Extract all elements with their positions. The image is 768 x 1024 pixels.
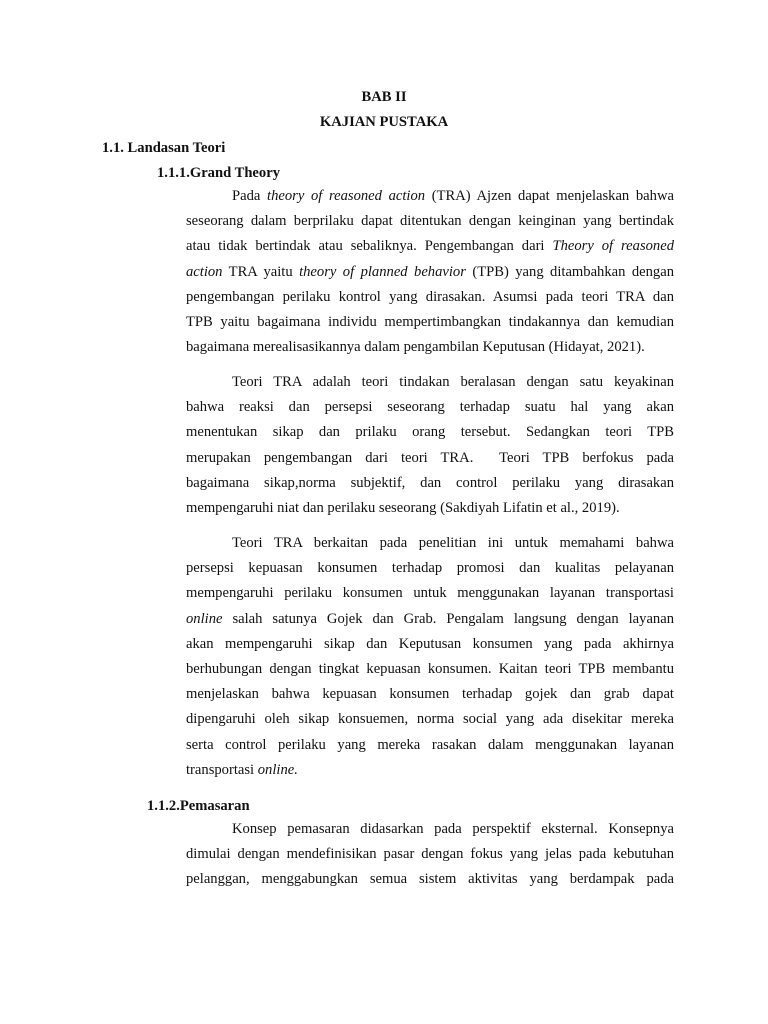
text-run: pengembangan perilaku kontrol yang dirasakan. Asumsi pada teori TRA dan — [186, 288, 674, 305]
paragraph — [186, 184, 674, 360]
text-line — [186, 817, 674, 842]
text-run: bahwa reaksi dan persepsi seseorang terhadap suatu hal yang akan — [186, 399, 674, 416]
text-run: persepsi kepuasan konsumen terhadap promosi dan kualitas pelayanan — [186, 560, 674, 577]
italic-text: action — [186, 263, 223, 280]
text-line — [186, 496, 674, 521]
text-run: (TRA) Ajzen dapat menjelaskan bahwa — [425, 188, 674, 204]
text-run: transportasi — [186, 761, 258, 778]
text-run: TRA yaitu — [222, 263, 300, 280]
text-line — [186, 758, 674, 783]
text-run: salah satunya Gojek dan Grab. Pengalam langsung dengan layanan — [222, 610, 674, 627]
text-line — [186, 285, 674, 310]
text-run: menjelaskan bahwa kepuasan konsumen terhadap gojek dan grab dapat — [186, 686, 674, 703]
subsection-title: Grand Theory — [189, 165, 280, 181]
italic-text: online. — [257, 761, 298, 778]
text-run: akan mempengaruhi sikap dan Keputusan konsumen yang pada akhirnya — [186, 635, 674, 652]
text-run: mempengaruhi niat dan perilaku seseorang (Sakdiyah Lifatin et al., 2019). — [186, 499, 620, 516]
text-line — [186, 310, 674, 335]
text-run: merupakan pengembangan dari teori TRA. Teori TPB berfokus pada — [186, 449, 674, 466]
text-run: dipengaruhi oleh sikap konsuemen, norma social yang ada disekitar mereka — [186, 711, 674, 728]
text-line — [186, 556, 674, 581]
text-run: bagaimana sikap,norma subjektif, dan control perilaku yang dirasakan — [186, 474, 674, 491]
text-line — [186, 581, 674, 606]
text-line — [186, 335, 674, 360]
text-line — [186, 420, 674, 445]
text-run: pelanggan, menggabungkan semua sistem aktivitas yang berdampak pada — [186, 871, 674, 888]
paragraph — [186, 370, 674, 521]
subsection-heading-2 — [147, 796, 250, 816]
italic-text: theory of planned behavior — [299, 263, 466, 280]
text-line — [186, 733, 674, 758]
text-line — [186, 370, 674, 395]
section-number: 1.1. — [102, 140, 124, 156]
text-line — [186, 607, 674, 632]
text-line — [186, 234, 674, 259]
text-run: Teori TRA adalah teori tindakan beralasan dengan satu keyakinan — [232, 374, 674, 390]
text-line — [186, 184, 674, 209]
text-run: dimulai dengan mendefinisikan pasar dengan fokus yang jelas pada kebutuhan — [186, 846, 674, 863]
text-line — [186, 842, 674, 867]
text-run: mempengaruhi perilaku konsumen untuk menggunakan layanan transportasi — [186, 585, 674, 602]
text-run: menentukan sikap dan prilaku orang tersebut. Sedangkan teori TPB — [186, 424, 674, 441]
italic-text: theory of reasoned action — [267, 188, 426, 204]
text-run: seseorang dalam berprilaku dapat ditentukan dengan keinginan yang bertindak — [186, 213, 674, 230]
subsection-title: Pemasaran — [179, 798, 250, 814]
text-run: Teori TRA berkaitan pada penelitian ini untuk memahami bahwa — [232, 535, 674, 551]
section-title: Landasan Teori — [127, 140, 226, 156]
text-line — [186, 682, 674, 707]
text-run: atau tidak bertindak atau sebaliknya. Pengembangan dari — [186, 238, 553, 255]
text-line — [186, 395, 674, 420]
italic-text: online — [186, 610, 223, 627]
italic-text: Theory of reasoned — [552, 238, 675, 255]
text-run: Pada — [232, 188, 268, 204]
text-line — [186, 471, 674, 496]
text-line — [186, 867, 674, 892]
subsection-heading-1 — [157, 163, 280, 183]
chapter-title: KAJIAN PUSTAKA — [319, 114, 449, 130]
text-run: serta control perilaku yang mereka rasakan dalam menggunakan layanan — [186, 736, 674, 753]
text-line — [186, 209, 674, 234]
text-run: Konsep pemasaran didasarkan pada perspektif eksternal. Konsepnya — [232, 821, 674, 837]
text-line — [186, 657, 674, 682]
text-line — [186, 632, 674, 657]
paragraph — [186, 817, 674, 893]
text-run: bagaimana merealisasikannya dalam pengambilan Keputusan (Hidayat, 2021). — [186, 339, 645, 356]
section-heading — [102, 138, 225, 158]
text-run: TPB yaitu bagaimana individu mempertimbangkan tindakannya dan kemudian — [186, 313, 674, 330]
subsection-number: 1.1.1. — [157, 165, 190, 181]
text-line — [186, 707, 674, 732]
text-line — [186, 260, 674, 285]
text-run: berhubungan dengan tingkat kepuasan konsumen. Kaitan teori TPB membantu — [186, 660, 674, 677]
text-line — [186, 446, 674, 471]
text-line — [186, 531, 674, 556]
paragraph — [186, 531, 674, 783]
text-run: (TPB) yang ditambahkan dengan — [465, 263, 674, 280]
chapter-number: BAB II — [361, 89, 407, 105]
subsection-number: 1.1.2. — [147, 798, 180, 814]
